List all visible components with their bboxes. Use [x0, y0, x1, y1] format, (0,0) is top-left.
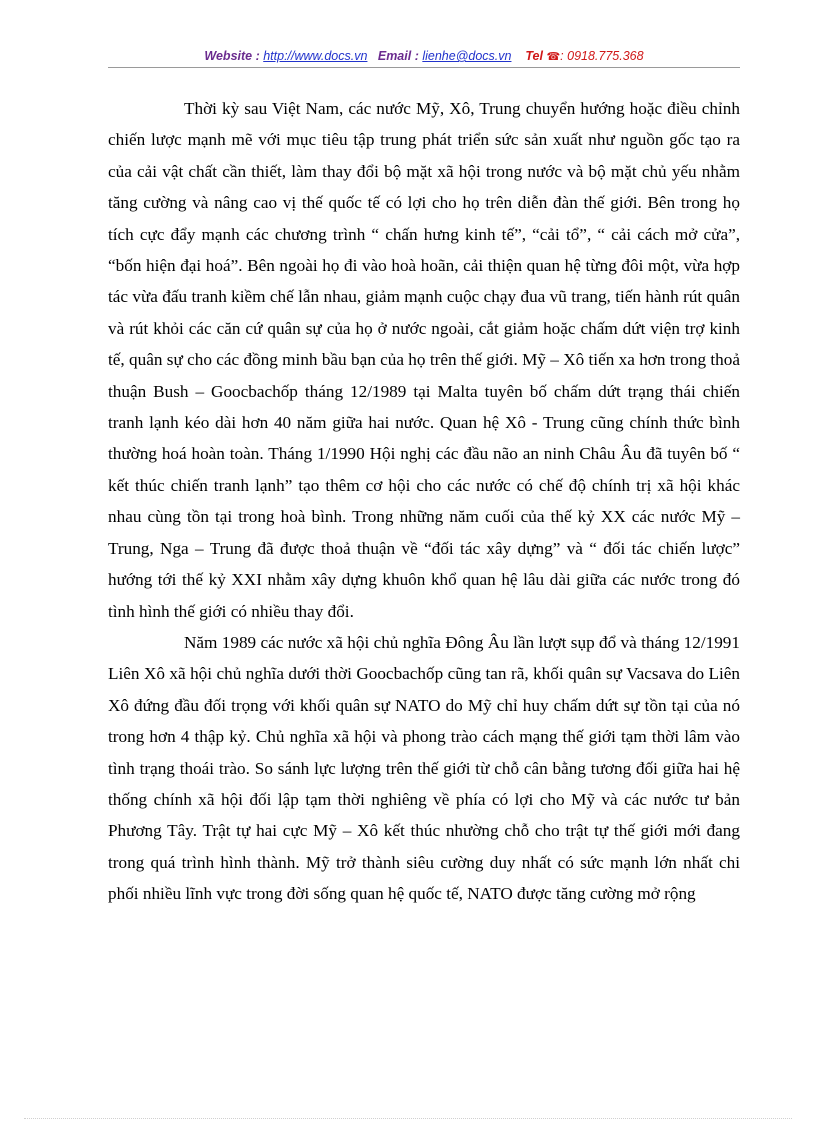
phone-number: : 0918.775.368 — [560, 49, 644, 63]
email-label: Email — [377, 49, 412, 63]
website-separator: : — [252, 49, 264, 63]
tel-label: Tel — [525, 49, 543, 63]
header-divider — [108, 67, 740, 68]
page-bottom-border — [24, 1118, 792, 1119]
phone-icon: ☎ — [546, 51, 561, 63]
email-link[interactable]: lienhe@docs.vn — [422, 49, 512, 63]
website-link[interactable]: http://www.docs.vn — [263, 49, 368, 63]
document-body — [108, 93, 740, 910]
website-label: Website — [204, 49, 253, 63]
paragraph-1: Thời kỳ sau Việt Nam, các nước Mỹ, Xô, Trung chuyển hướng hoặc điều chỉnh chiến lược mạnh mẽ với mục tiêu tập trung phát triển sức sản xuất như nguồn gốc tạo ra của cải vật chất cần thiết, làm thay đổi bộ mặt xã hội trong nước và bộ mặt chủ yếu nhằm tăng cường và nâng cao vị thế quốc tế có lợi cho họ trên diễn đàn thế giới. Bên trong họ tích cực đẩy mạnh các chương trình “ chấn hưng kinh tế”, “cải tổ”, “ cải cách mở cửa”, “bốn hiện đại hoá”. Bên ngoài họ đi vào hoà hoãn, cải thiện quan hệ từng đôi một, vừa hợp tác vừa đấu tranh kiềm chế lẫn nhau, giảm mạnh cuộc chạy đua vũ trang, tiến hành rút quân và rút khỏi các căn cứ quân sự của họ ở nước ngoài, cắt giảm hoặc chấm dứt viện trợ kinh tế, quân sự cho các đồng minh bầu bạn của họ trên thế giới. Mỹ – Xô tiến xa hơn trong thoả thuận Bush – Goocbachốp tháng 12/1989 tại Malta tuyên bố chấm dứt trạng thái chiến tranh lạnh kéo dài hơn 40 năm giữa hai nước. Quan hệ Xô - Trung cũng chính thức bình thường hoá hoàn toàn. Tháng 1/1990 Hội nghị các đầu não an ninh Châu Âu đã tuyên bố “ kết thúc chiến tranh lạnh” tạo thêm cơ hội cho các nước có chế độ chính trị xã hội khác nhau cùng tồn tại trong hoà bình. Trong những năm cuối của thế kỷ XX các nước Mỹ – Trung, Nga – Trung đã được thoả thuận về “đối tác xây dựng” và “ đối tác chiến lược” hướng tới thế kỷ XXI nhằm xây dựng khuôn khổ quan hệ lâu dài giữa các nước trong đó tình hình thế giới có nhiều thay đổi. — [108, 99, 740, 621]
paragraph-2: Năm 1989 các nước xã hội chủ nghĩa Đông Âu lần lượt sụp đổ và tháng 12/1991 Liên Xô xã hội chủ nghĩa dưới thời Goocbachốp cũng tan rã, khối quân sự Vacsava do Liên Xô đứng đầu đối trọng với khối quân sự NATO do Mỹ chỉ huy chấm dứt sự tồn tại của nó trong hơn 4 thập kỷ. Chủ nghĩa xã hội và phong trào cách mạng thế giới tạm thời lâm vào tình trạng thoái trào. So sánh lực lượng trên thế giới từ chỗ cân bằng tương đối giữa hai hệ thống chính xã hội đối lập tạm thời nghiêng về phía có lợi cho Mỹ và các nước tư bản Phương Tây. Trật tự hai cực Mỹ – Xô kết thúc nhường chỗ cho trật tự thế giới mới đang trong quá trình hình thành. Mỹ trở thành siêu cường duy nhất có sức mạnh lớn nhất chi phối nhiều lĩnh vực trong đời sống quan hệ quốc tế, NATO được tăng cường mở rộng — [108, 632, 740, 904]
email-separator: : — [411, 49, 423, 63]
page-header — [108, 47, 740, 66]
